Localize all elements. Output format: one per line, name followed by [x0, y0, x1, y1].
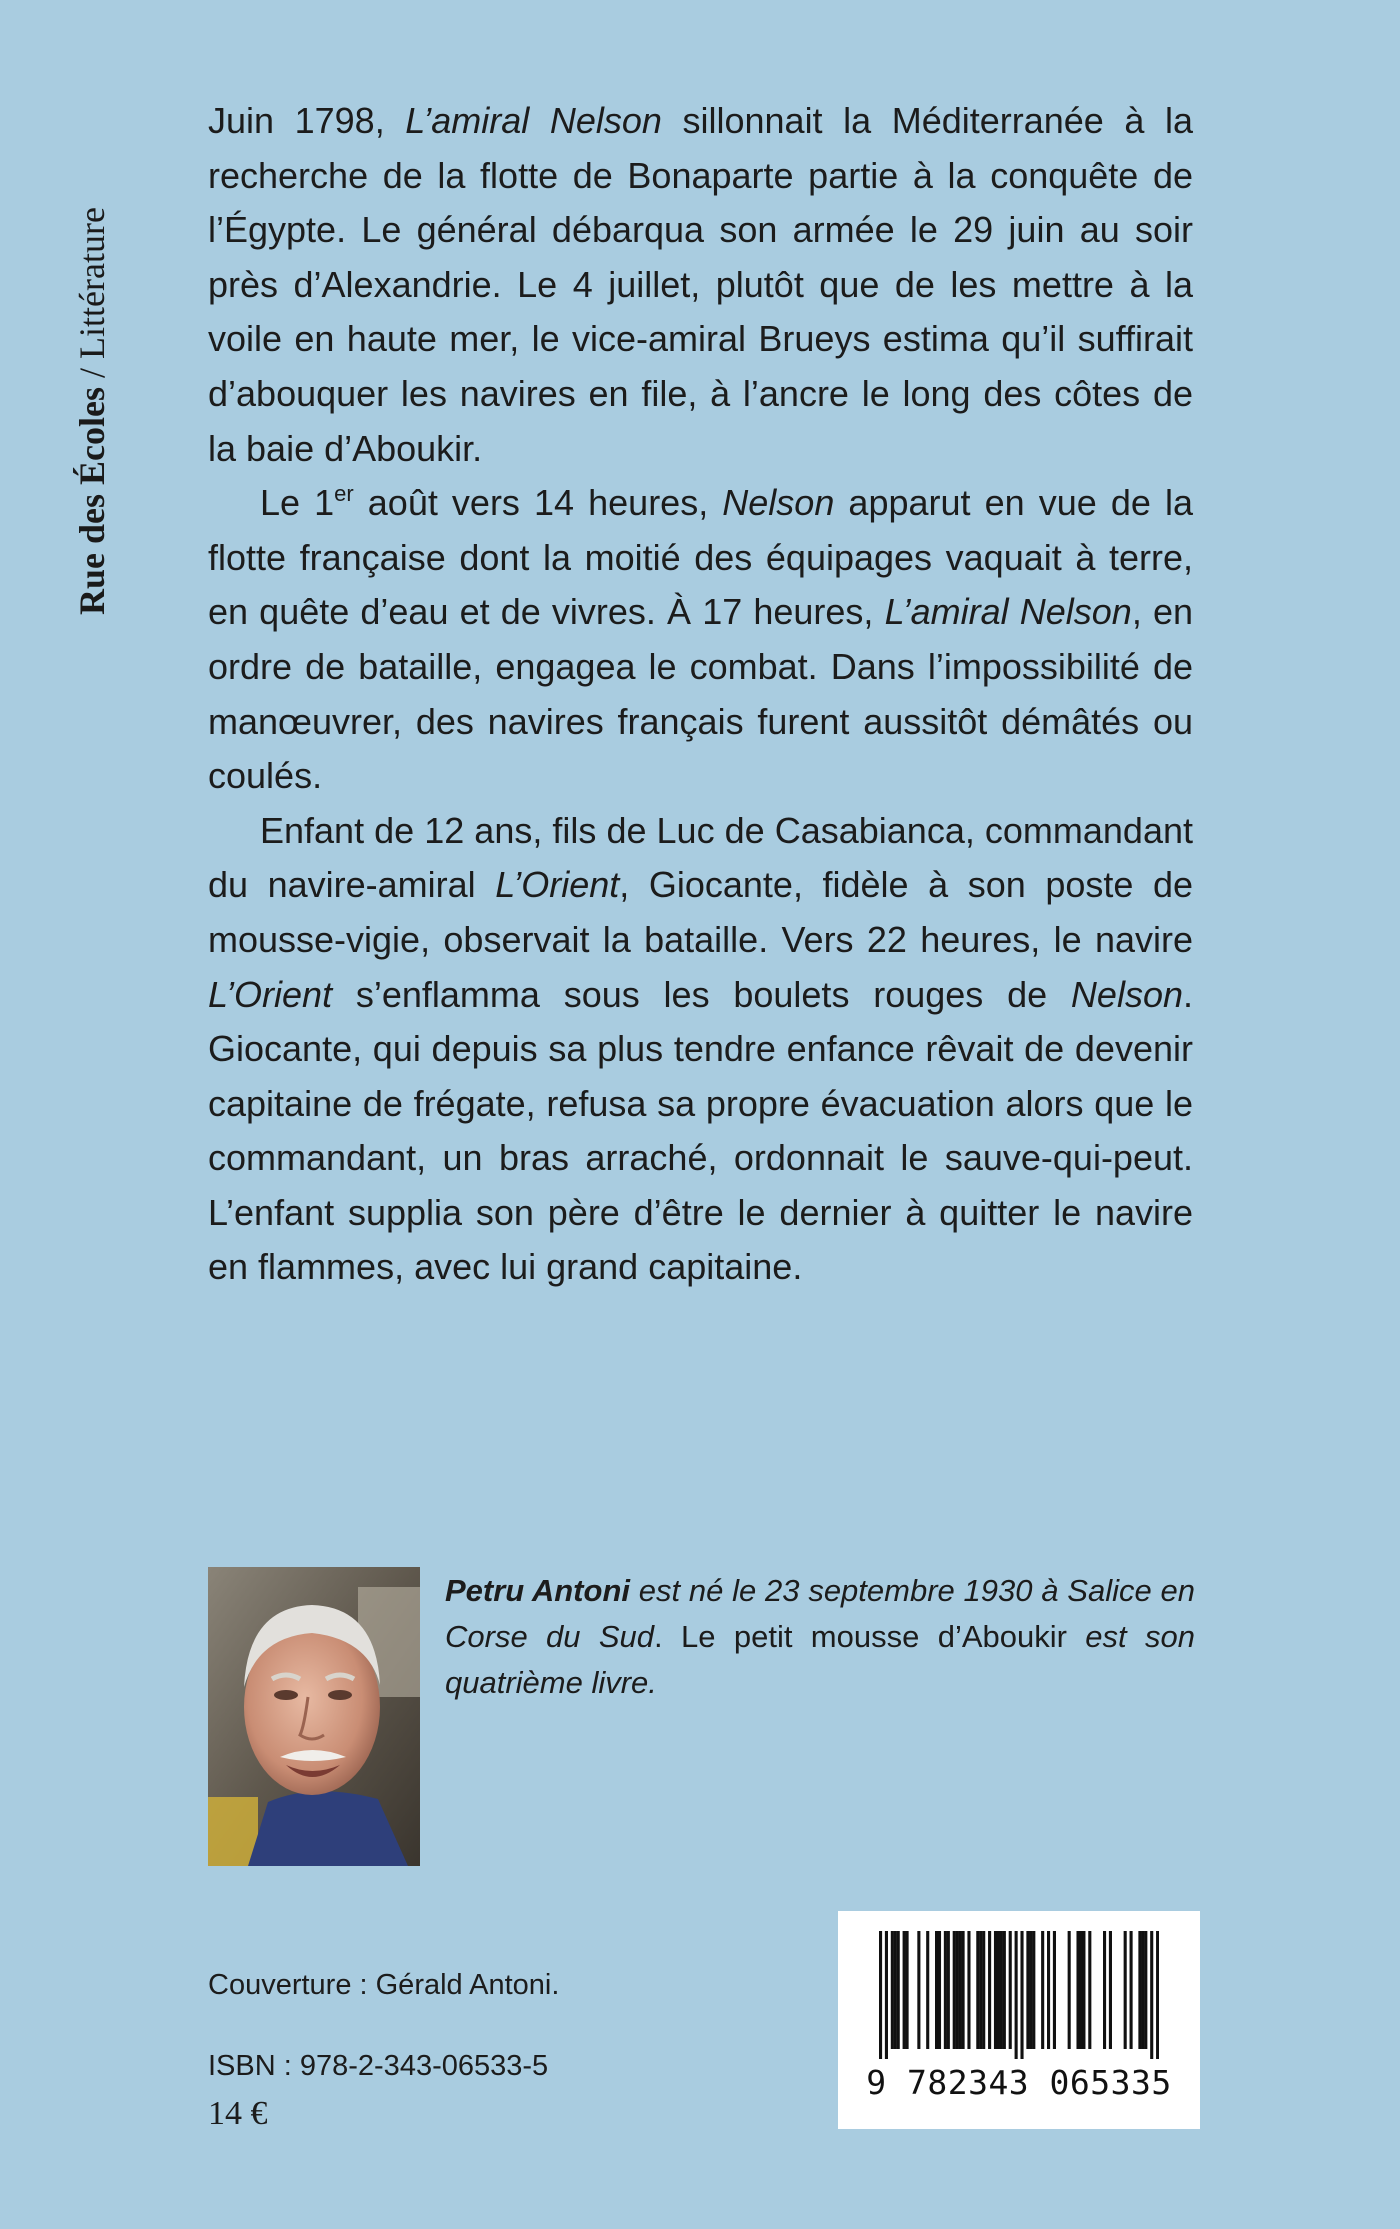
barcode-bar — [938, 1931, 941, 2049]
barcode-bar — [1003, 1931, 1006, 2049]
barcode-bar — [894, 1931, 897, 2049]
barcode-digits: 9 782343 065335 — [866, 2063, 1172, 2102]
barcode-bar — [1124, 1931, 1127, 2049]
text-run: Le 1 — [260, 482, 335, 524]
barcode-bar — [1076, 1931, 1079, 2049]
text-run: . Le petit mousse d’Aboukir — [654, 1619, 1086, 1654]
italic-run: L’Orient — [495, 864, 620, 906]
barcode-bar — [947, 1931, 950, 2049]
barcode-bar — [1020, 1931, 1023, 2059]
barcode-bar — [1138, 1931, 1141, 2049]
text-run: apparut en vue de la flotte française dont la moitié des équipages vaquait à terre, en quête d’eau et de vivres. À 17 heures, — [208, 482, 1193, 633]
barcode-bar — [903, 1931, 906, 2049]
text-run: . Giocante, qui depuis sa plus tendre enfance rêvait de devenir capitaine de frégate, refusa sa propre évacuation alors que le commandant, un bras arraché, ordonnait le sauve-qui-peut. L’enfant supplia son père d’être le dernier à quitter le navire en flammes, avec lui grand capitaine. — [208, 973, 1193, 1288]
blurb-paragraph-1 — [208, 94, 1193, 476]
series-separator: / — [72, 358, 112, 387]
barcode-bar — [1079, 1931, 1082, 2049]
barcode-bar — [956, 1931, 959, 2049]
barcode-bar — [1000, 1931, 1003, 2049]
italic-run: L’Orient — [208, 973, 333, 1015]
barcode-bar — [917, 1931, 920, 2049]
barcode-bar — [1009, 1931, 1012, 2049]
blurb-text — [208, 94, 1193, 1295]
text-run: s’enflamma sous les boulets rouges de — [332, 973, 1071, 1015]
barcode-bar — [906, 1931, 909, 2049]
barcode-bar — [891, 1931, 894, 2049]
barcode-bar — [953, 1931, 956, 2049]
barcode-bar — [1144, 1931, 1147, 2049]
spine-collection-label — [66, 95, 118, 615]
barcode-bar — [1026, 1931, 1029, 2049]
barcode-bar — [1088, 1931, 1091, 2049]
series-name: Rue des Écoles — [72, 387, 112, 615]
italic-run: L’amiral Nelson — [405, 100, 662, 141]
blurb-paragraph-2 — [208, 476, 1193, 804]
isbn-number: ISBN : 978-2-343-06533-5 — [208, 2050, 549, 2082]
barcode-bar — [1150, 1931, 1153, 2059]
barcode-bar — [1015, 1931, 1018, 2059]
barcode-bar — [1068, 1931, 1071, 2049]
barcode-bars — [879, 1931, 1159, 2059]
barcode-bar — [944, 1931, 947, 2049]
italic-run: L’amiral Nelson — [884, 591, 1132, 633]
italic-run: est son quatrième livre. — [445, 1619, 1195, 1700]
barcode-bar — [1032, 1931, 1035, 2049]
barcode-bar — [1053, 1931, 1056, 2049]
blurb-paragraph-3 — [208, 804, 1193, 1295]
barcode-bar — [1130, 1931, 1133, 2049]
text-run: sillonnait la Méditerranée à la recherche de la flotte de Bonaparte partie à la conquête de l’Égypte. Le général débarqua son armée le 29 juin au soir près d’Alexandrie. Le 4 juillet, plutôt que de les mettre à la voile en haute mer, le vice-amiral Brueys estima qu’il suffirait d’abouquer les navires en file, à l’ancre le long des côtes de la baie d’Aboukir. — [208, 100, 1193, 469]
barcode-bar — [885, 1931, 888, 2059]
barcode-bar — [994, 1931, 997, 2049]
barcode-bar — [959, 1931, 962, 2049]
barcode-bar — [1156, 1931, 1159, 2059]
barcode-bar — [1029, 1931, 1032, 2049]
barcode-bar — [935, 1931, 938, 2049]
barcode-bar — [879, 1931, 882, 2059]
barcode-bar — [1103, 1931, 1106, 2049]
barcode-bar — [979, 1931, 982, 2049]
text-run: Enfant de 12 ans, fils de Luc de Casabianca, commandant du navire-amiral — [208, 809, 1193, 906]
barcode-bar — [982, 1931, 985, 2049]
italic-run: Nelson — [722, 482, 835, 524]
barcode-bar — [988, 1931, 991, 2049]
italic-run: Nelson — [1070, 973, 1183, 1015]
barcode-bar — [926, 1931, 929, 2049]
text-run: , Giocante, fidèle à son poste de mousse-vigie, observait la bataille. Vers 22 heures, le navire — [208, 864, 1193, 960]
superscript: er — [334, 481, 354, 507]
barcode-bar — [962, 1931, 965, 2049]
barcode-bar — [1047, 1931, 1050, 2049]
barcode-bar — [997, 1931, 1000, 2049]
barcode-bar — [976, 1931, 979, 2049]
cover-credit: Couverture : Gérald Antoni. — [208, 1969, 560, 2001]
barcode-bar — [1082, 1931, 1085, 2049]
text-run: Juin 1798, — [208, 100, 406, 141]
price: 14 € — [208, 2095, 268, 2132]
text-run: août vers 14 heures, — [353, 482, 723, 524]
barcode-bar — [1041, 1931, 1044, 2049]
barcode-bar — [1141, 1931, 1144, 2049]
barcode-bar — [897, 1931, 900, 2049]
author-name: Petru Antoni — [445, 1573, 630, 1608]
author-bio — [445, 1568, 1195, 1706]
italic-run: est né le 23 septembre 1930 à Salice en Corse du Sud — [445, 1573, 1195, 1654]
text-run: , en ordre de bataille, engagea le combat. Dans l’impossibilité de manœuvrer, des navires français furent aussitôt démâtés ou coulés. — [208, 591, 1193, 797]
barcode-bar — [1109, 1931, 1112, 2049]
barcode-bar — [967, 1931, 970, 2049]
author-photo — [208, 1567, 420, 1866]
collection-name: Littérature — [72, 207, 112, 359]
barcode — [838, 1911, 1200, 2129]
